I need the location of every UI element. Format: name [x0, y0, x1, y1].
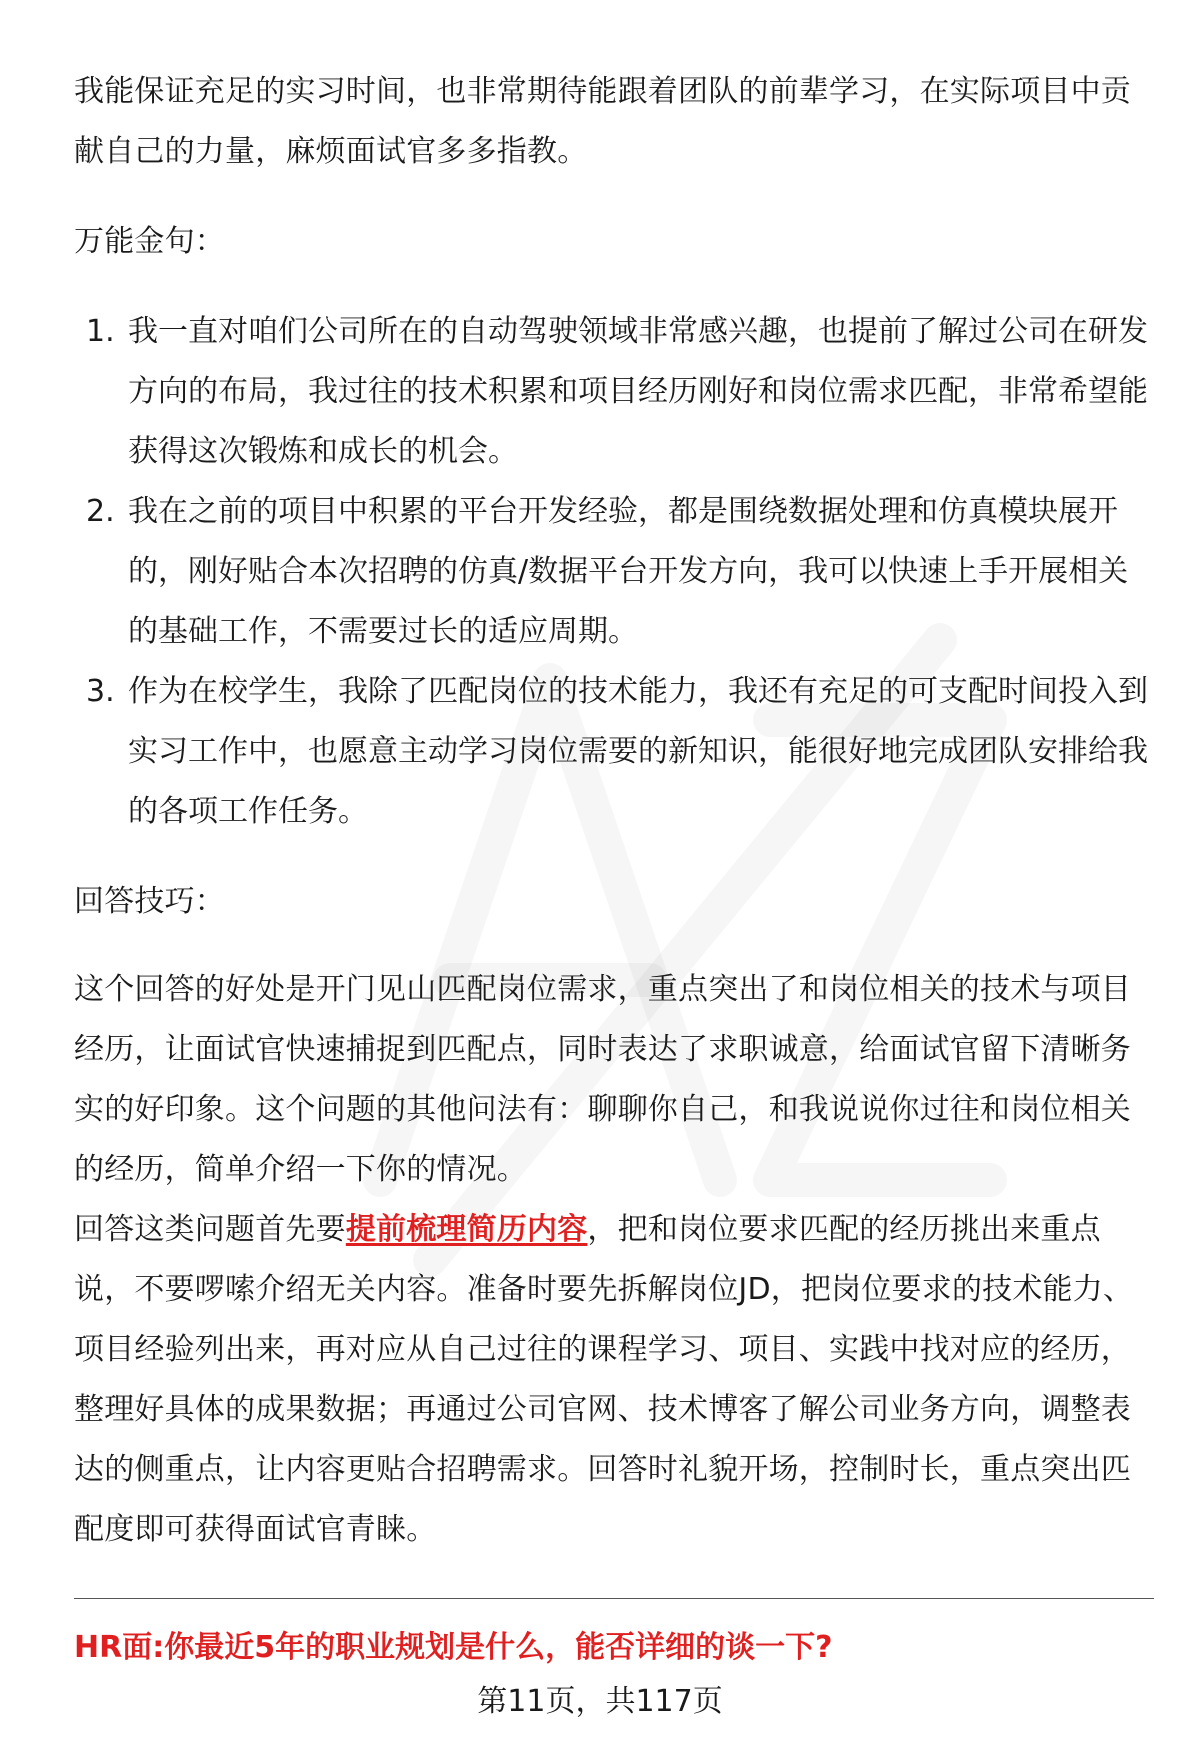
advice-highlight: 提前梳理简历内容	[345, 1212, 588, 1247]
next-question-heading: HR面:你最近5年的职业规划是什么，能否详细的谈一下?	[74, 1630, 833, 1665]
page-footer: 第11页，共117页	[477, 1684, 723, 1719]
list-item	[74, 302, 1154, 482]
advice-prefix: 回答这类问题首先要	[74, 1212, 346, 1247]
tips-heading: 回答技巧：	[74, 884, 225, 919]
section-divider	[74, 1598, 1154, 1599]
list-item-text: 我在之前的项目中积累的平台开发经验，都是围绕数据处理和仿真模块展开的，刚好贴合本次招聘的仿真/数据平台开发方向，我可以快速上手开展相关的基础工作，不需要过长的适应周期。	[128, 494, 1129, 649]
list-number: 2.	[86, 494, 115, 529]
golden-heading: 万能金句：	[74, 224, 225, 259]
list-item	[74, 482, 1154, 662]
document-body	[74, 62, 1154, 1560]
list-item-text: 我一直对咱们公司所在的自动驾驶领域非常感兴趣，也提前了解过公司在研发方向的布局，我过往的技术积累和项目经历刚好和岗位需求匹配，非常希望能获得这次锻炼和成长的机会。	[128, 314, 1148, 469]
intro-paragraph: 我能保证充足的实习时间，也非常期待能跟着团队的前辈学习，在实际项目中贡献自己的力量，麻烦面试官多多指教。	[74, 74, 1131, 169]
advice-suffix: ，把和岗位要求匹配的经历挑出来重点说，不要啰嗦介绍无关内容。准备时要先拆解岗位JD，把岗位要求的技术能力、项目经验列出来，再对应从自己过往的课程学习、项目、实践中找对应的经历，整理好具体的成果数据；再通过公司官网、技术博客了解公司业务方向，调整表达的侧重点，让内容更贴合招聘需求。回答时礼貌开场，控制时长，重点突出匹配度即可获得面试官青睐。	[74, 1212, 1134, 1547]
list-number: 1.	[86, 314, 115, 349]
list-number: 3.	[86, 674, 115, 709]
advice-paragraph	[74, 1200, 1154, 1560]
list-item	[74, 662, 1154, 842]
golden-list	[74, 302, 1154, 842]
tips-paragraph: 这个回答的好处是开门见山匹配岗位需求，重点突出了和岗位相关的技术与项目经历，让面试官快速捕捉到匹配点，同时表达了求职诚意，给面试官留下清晰务实的好印象。这个问题的其他问法有：聊聊你自己，和我说说你过往和岗位相关的经历，简单介绍一下你的情况。	[74, 972, 1131, 1187]
list-item-text: 作为在校学生，我除了匹配岗位的技术能力，我还有充足的可支配时间投入到实习工作中，也愿意主动学习岗位需要的新知识，能很好地完成团队安排给我的各项工作任务。	[128, 674, 1148, 829]
